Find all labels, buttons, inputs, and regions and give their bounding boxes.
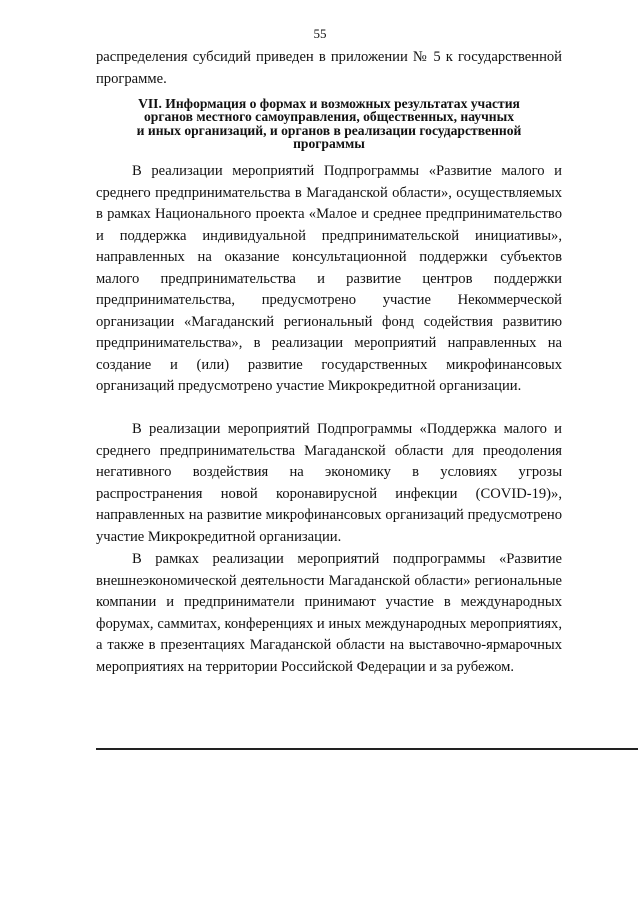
section-heading-line: и иных организаций, и органов в реализации государственной: [136, 122, 522, 138]
paragraph-subprogram-foreign-economic: В рамках реализации мероприятий подпрограммы «Развитие внешнеэкономической деятельности Магаданской области» региональные компании и предприниматели принимают участие в международных форумах, саммитах, конференциях и иных международных мероприятиях, а также в презентациях Магаданской области на выставочно-ярмарочных мероприятиях на территории Российской Федерации и за рубежом.: [96, 551, 562, 675]
bottom-divider: [96, 748, 638, 750]
section-heading-line: VII. Информация о формах и возможных результатах участия: [138, 96, 520, 111]
paragraph-subprogram-small-business: В реализации мероприятий Подпрограммы «Развитие малого и среднего предпринимательства в Магаданской области», осуществляемых в рамках Национального проекта «Малое и среднее предпринимательство и поддержка индивидуальной предпринимательской инициативы», направленных на оказание консультационной поддержки субъектов малого предпринимательства и развитие центров поддержки предпринимательства, предусмотрено участие Некоммерческой организации «Магаданский региональный фонд содействия развитию предпринимательства», в реализации мероприятий направленных на создание и (или) развитие государственных микрофинансовых организаций предусмотрено участие Микрокредитной организации.: [96, 163, 562, 394]
intro-paragraph: распределения субсидий приведен в приложении № 5 к государственной программе.: [96, 49, 562, 87]
section-heading-line: программы: [293, 136, 365, 152]
page-number: 55: [313, 26, 327, 41]
section-heading: [100, 97, 558, 151]
section-heading-line: органов местного самоуправления, общественных, научных: [143, 109, 515, 125]
paragraph-subprogram-covid-support: В реализации мероприятий Подпрограммы «Поддержка малого и среднего предпринимательства Магаданской области для преодоления негативного воздействия на экономику в условиях угрозы распространения новой коронавирусной инфекции (COVID-19)», направленных на развитие микрофинансовых организаций предусмотрено участие Микрокредитной организации.: [96, 421, 562, 545]
